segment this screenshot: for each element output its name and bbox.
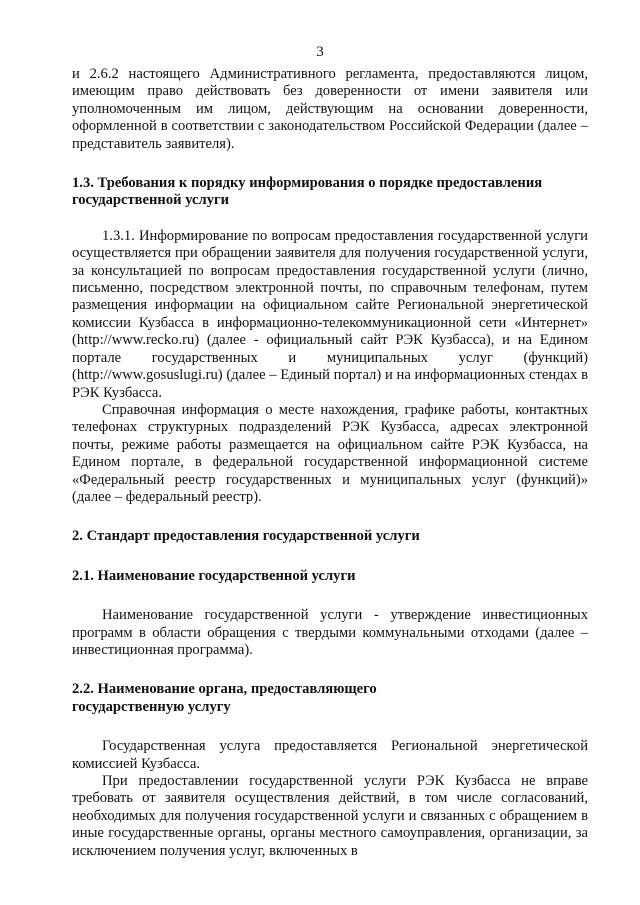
paragraph-2-2-a: Государственная услуга предоставляется Региональной энергетической комиссией Кузбасса. (72, 738, 588, 772)
paragraph-1-3-1: 1.3.1. Информирование по вопросам предоставления государственной услуги осуществляется при обращении заявителя для получения государственной услуги, за консультацией по вопросам предоставления государственной услуги (лично, письменно, посредством электронной почты, по справочным телефонам, путем размещения информации на официальном сайте Региональной энергетической комиссии Кузбасса в информационно-телекоммуникационной сети «Интернет» (http://www.recko.ru) (далее - официальный сайт РЭК Кузбасса), и на Едином портале государственных и муниципальных услуг (функций) (http://www.gosuslugi.ru) (далее – Единый портал) и на информационных стендах в РЭК Кузбасса. (72, 227, 588, 401)
paragraph-2-1: Наименование государственной услуги - утверждение инвестиционных программ в области обращения с твердыми коммунальными отходами (далее – инвестиционная программа). (72, 607, 588, 658)
section-heading-2: 2. Стандарт предоставления государственной услуги (72, 528, 420, 545)
section-heading-1-3 (72, 175, 588, 210)
section-heading-2-2 (72, 681, 588, 716)
heading-1-3-line2: государственной услуги (72, 192, 230, 209)
heading-2-2-line1: 2.2. Наименование органа, предоставляющего (72, 681, 377, 698)
heading-2-2-line2: государственную услугу (72, 698, 231, 715)
intro-paragraph: и 2.6.2 настоящего Административного регламента, предоставляются лицом, имеющим право действовать без доверенности от имени заявителя или уполномоченным им лицом, действующим на основании доверенности, оформленной в соответствии с законодательством Российской Федерации (далее – представитель заявителя). (72, 66, 588, 152)
paragraph-reference-info: Справочная информация о месте нахождения, графике работы, контактных телефонах структурных подразделений РЭК Кузбасса, адресах электронной почты, режиме работы размещается на официальном сайте РЭК Кузбасса, на Едином портале, в федеральной государственной информационной системе «Федеральный реестр государственных и муниципальных услуг (функций)» (далее – федеральный реестр). (72, 401, 588, 505)
document-body (72, 66, 588, 860)
page-number: 3 (316, 44, 324, 60)
heading-1-3-line1: 1.3. Требования к порядку информирования о порядке предоставления (72, 175, 543, 192)
section-heading-2-1: 2.1. Наименование государственной услуги (72, 567, 356, 584)
paragraph-2-2-b: При предоставлении государственной услуги РЭК Кузбасса не вправе требовать от заявителя осуществления действий, в том числе согласований, необходимых для получения государственной услуги и связанных с обращением в иные государственные органы, органы местного самоуправления, организации, за исключением получения услуг, включенных в (72, 773, 588, 859)
